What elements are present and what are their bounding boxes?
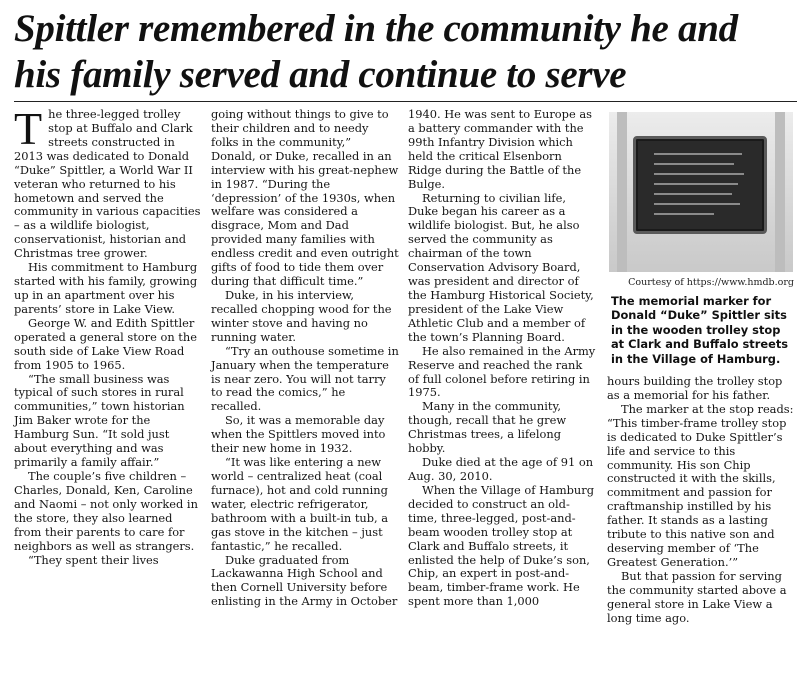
paragraph: “It was like entering a new world – centralized heat (coal furnace), hot and cold running water, electric refrigerator, bathroom with a built-in tub, a gas stove in the kitchen – just fantastic,” he recalled. — [211, 455, 389, 553]
memorial-marker-photo — [609, 112, 793, 272]
photo-post — [617, 112, 627, 272]
paragraph: When the Village of Hamburg decided to construct an old-time, three-legged, post-and-beam wooden trolley stop at Clark and Buffalo streets, it enlisted the help of Duke’s son, Chip, an expert in post-and-beam, timber-frame work. He spent more than 1,000 — [408, 482, 594, 609]
paragraph: Duke graduated from Lackawanna High School and then Cornell University before enlisting in the Army in October — [211, 552, 398, 609]
paragraph: The marker at the stop reads: “This timber-frame trolley stop is dedicated to Duke Spittler’s life and service to this community. His son Chip constructed it with the skills, commitment and passion for craftmanship instilled by his father. It stands as a lasting tribute to this native son and deserving member of ‘The Greatest Generation.’” — [607, 401, 794, 569]
paragraph: Returning to civilian life, Duke began his career as a wildlife biologist. But, he also served the community as chairman of the town Conservation Advisory Board, was president and director of the Hamburg Historical Society, president of the Lake View Athletic Club and a member of the town’s Planning Board. — [408, 190, 594, 344]
article-column-2 — [211, 108, 399, 609]
paragraph: “Try an outhouse sometime in January when the temperature is near zero. You will not tarry to read the comics,” he recalled. — [211, 343, 399, 414]
paragraph: hours building the trolley stop as a memorial for his father. — [607, 374, 783, 402]
plaque-image — [633, 136, 767, 234]
paragraph: His commitment to Hamburg started with his family, growing up in an apartment over his parents’ store in Lake View. — [14, 260, 198, 316]
paragraph: Many in the community, though, recall that he grew Christmas trees, a lifelong hobby. — [408, 399, 567, 456]
photo-caption: The memorial marker for Donald “Duke” Spittler sits in the wooden trolley stop at Clark and Buffalo streets in the Village of Hamburg. — [611, 294, 789, 366]
article-column-3 — [408, 108, 596, 609]
photo-credit: Courtesy of https://www.hmdb.org — [628, 277, 794, 288]
article-column-4 — [607, 375, 795, 626]
paragraph: But that passion for serving the community started above a general store in Lake View a long time ago. — [607, 568, 787, 625]
paragraph: 1940. He was sent to Europe as a battery commander with the 99th Infantry Division which held the critical Elsenborn Ridge during the Battle of the Bulge. — [408, 107, 592, 191]
headline-rule — [14, 101, 797, 102]
paragraph: The couple’s five children – Charles, Donald, Ken, Caroline and Naomi – not only worked in the store, they also learned from their parents to care for neighbors as well as strangers. — [14, 468, 198, 553]
paragraph: “The small business was typical of such stores in rural communities,” town historian Jim Baker wrote for the Hamburg Sun. “It sold just about everything and was primarily a family affair.” — [14, 371, 185, 470]
paragraph: The three-legged trolley stop at Buffalo and Clark streets constructed in 2013 was dedicated to Donald “Duke” Spittler, a World War II veteran who returned to his hometown and served the community in various capacities – as a wildlife biologist, conservationist, historian and Christmas tree grower. — [14, 103, 201, 261]
paragraph: He also remained in the Army Reserve and reached the rank of full colonel before retiring in 1975. — [408, 343, 596, 400]
photo-post — [775, 112, 785, 272]
article-column-1 — [14, 103, 202, 567]
paragraph: Duke died at the age of 91 on Aug. 30, 2010. — [408, 455, 594, 483]
paragraph: Duke, in his interview, recalled chopping wood for the winter stove and having no running water. — [211, 287, 392, 344]
paragraph: going without things to give to their children and to needy folks in the community,” Donald, or Duke, recalled in an interview with his great-nephew in 1987. “During the ‘depression’ of the 1930s, when welfare was considered a disgrace, Mom and Dad provided many families with endless credit and even outright gifts of food to tide them over during that difficult time.” — [211, 107, 399, 289]
paragraph: George W. and Edith Spittler operated a general store on the south side of Lake View Road from 1905 to 1965. — [14, 315, 197, 372]
headline: Spittler remembered in the community he and his family served and continue to serve — [14, 7, 738, 96]
paragraph: “They spent their lives — [28, 552, 159, 567]
drop-cap: T — [14, 103, 43, 154]
paragraph: So, it was a memorable day when the Spittlers moved into their new home in 1932. — [211, 413, 386, 456]
